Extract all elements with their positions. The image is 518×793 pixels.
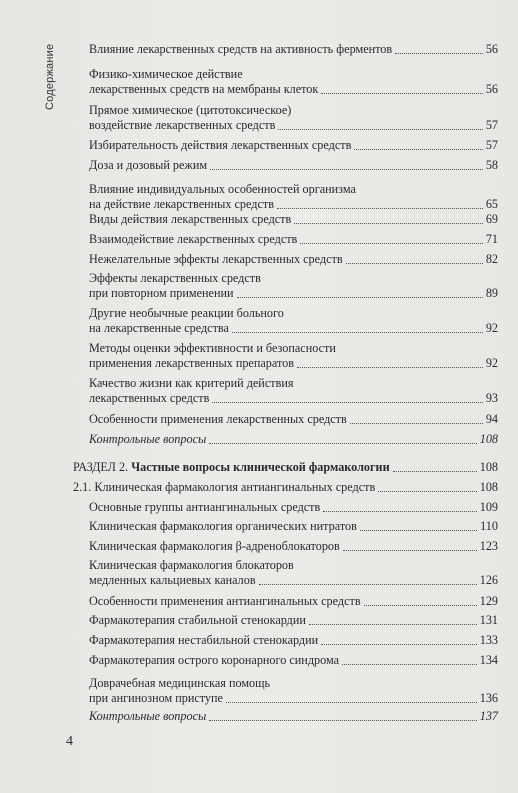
toc-entry [89, 67, 498, 97]
toc-page-number: 82 [485, 252, 498, 266]
toc-entry-row [89, 232, 498, 247]
toc-entry-title: применения лекарственных препаратов [89, 356, 294, 370]
toc-entry [89, 103, 498, 133]
toc-entry-row [89, 412, 498, 427]
toc-page-number: 137 [479, 709, 498, 723]
dot-leader [209, 443, 476, 444]
toc-entry-row [89, 573, 498, 588]
toc-entry [89, 158, 498, 173]
dot-leader [350, 423, 483, 424]
toc-entry [89, 412, 498, 427]
toc-entry-row [89, 519, 498, 534]
toc-entry-title: лекарственных средств [89, 391, 210, 405]
toc-page-number: 92 [485, 356, 498, 370]
toc-entry-title-line: Доврачебная медицинская помощь [89, 676, 271, 690]
toc-entry [73, 480, 498, 495]
toc-page-number: 56 [485, 42, 498, 56]
toc-page-number: 93 [485, 391, 498, 405]
toc-entry-row [89, 500, 498, 515]
toc-page-number: 58 [485, 158, 498, 172]
toc-entry-row [89, 691, 498, 706]
toc-entry [89, 633, 498, 648]
dot-leader [237, 297, 483, 298]
toc-entry-title: лекарственных средств на мембраны клеток [89, 82, 319, 96]
toc-entry-row [89, 613, 498, 628]
toc-entry [89, 676, 498, 706]
toc-entry [89, 558, 498, 588]
dot-leader [321, 644, 477, 645]
toc-entry-title: Особенности применения лекарственных средств [89, 412, 347, 426]
toc-page-number: 69 [485, 212, 498, 226]
toc-entry-title: медленных кальциевых каналов [89, 573, 256, 587]
toc-entry [89, 271, 498, 301]
toc-entry-title: Влияние лекарственных средств на активность ферментов [89, 42, 393, 56]
toc-entry-title-line: Прямое химическое (цитотоксическое) [89, 103, 292, 117]
toc-entry-title: Доза и дозовый режим [89, 158, 208, 172]
toc-page-number: 133 [479, 633, 498, 647]
toc-entry [89, 341, 498, 371]
toc-section-title: Частные вопросы клинической фармакологии [131, 460, 390, 474]
toc-entry-title: на действие лекарственных средств [89, 197, 274, 211]
toc-page-number: 108 [479, 432, 498, 446]
toc-entry [89, 709, 498, 724]
toc-entry-title: Контрольные вопросы [89, 432, 207, 446]
dot-leader [360, 530, 477, 531]
dot-leader [209, 720, 476, 721]
toc-entry-title: Особенности применения антиангинальных средств [89, 594, 361, 608]
toc-entry-title: при повторном применении [89, 286, 234, 300]
dot-leader [364, 605, 477, 606]
toc-page-number: 131 [479, 613, 498, 627]
toc-entry [89, 539, 498, 554]
toc-entry-title: Клиническая фармакология органических нитратов [89, 519, 357, 533]
toc-entry-title: Виды действия лекарственных средств [89, 212, 292, 226]
toc-entry-title: Нежелательные эффекты лекарственных средств [89, 252, 343, 266]
toc-entry-row [89, 653, 498, 668]
toc-entry-row [89, 633, 498, 648]
toc-page-number: 108 [479, 460, 498, 474]
toc-entry-row [89, 252, 498, 267]
toc-entry-row [89, 118, 498, 133]
toc-entry [89, 376, 498, 406]
toc-entry-title: Взаимодействие лекарственных средств [89, 232, 298, 246]
toc-entry-row [73, 460, 498, 475]
dot-leader [297, 367, 483, 368]
toc-entry-title: воздействие лекарственных средств [89, 118, 276, 132]
toc-entry-title-line: Физико-химическое действие [89, 67, 243, 81]
toc-entry [89, 212, 498, 227]
running-header-contents: Содержание [44, 44, 56, 111]
toc-entry-title: Избирательность действия лекарственных средств [89, 138, 352, 152]
toc-entry-row [89, 138, 498, 153]
dot-leader [342, 664, 477, 665]
toc-page-number: 126 [479, 573, 498, 587]
toc-entry-row [89, 594, 498, 609]
toc-page-number: 65 [485, 197, 498, 211]
toc-entry [89, 306, 498, 336]
toc-entry-row [89, 539, 498, 554]
dot-leader [294, 223, 483, 224]
toc-page-number: 94 [485, 412, 498, 426]
toc-entry-title: Основные группы антиангинальных средств [89, 500, 321, 514]
toc-entry [89, 594, 498, 609]
toc-entry-title: при ангинозном приступе [89, 691, 223, 705]
toc-entry [89, 138, 498, 153]
toc-page-number: 134 [479, 653, 498, 667]
toc-entry-row [89, 82, 498, 97]
toc-entry-title: Фармакотерапия стабильной стенокардии [89, 613, 306, 627]
toc-entry-title: РАЗДЕЛ 2. Частные вопросы клинической фармакологии [73, 460, 390, 474]
toc-entry [89, 500, 498, 515]
dot-leader [393, 471, 477, 472]
toc-page-number: 89 [485, 286, 498, 300]
toc-page-number: 136 [479, 691, 498, 705]
toc-page-number: 110 [480, 519, 498, 533]
toc-entry [89, 42, 498, 57]
dot-leader [232, 332, 483, 333]
toc-entry-title: Фармакотерапия нестабильной стенокардии [89, 633, 319, 647]
toc-page-number: 57 [485, 138, 498, 152]
toc-entry-row [89, 212, 498, 227]
toc-entry [89, 519, 498, 534]
dot-leader [343, 550, 477, 551]
toc-entry [89, 252, 498, 267]
toc-page-number: 108 [479, 480, 498, 494]
toc-entry-title: 2.1. Клиническая фармакология антиангинальных средств [73, 480, 376, 494]
toc-entry-title-line: Клиническая фармакология блокаторов [89, 558, 294, 572]
toc-entry [89, 182, 498, 212]
toc-entry [89, 613, 498, 628]
toc-entry-title: Фармакотерапия острого коронарного синдрома [89, 653, 340, 667]
dot-leader [226, 702, 477, 703]
toc-entry-row [89, 197, 498, 212]
toc-entry-row [89, 42, 498, 57]
dot-leader [395, 53, 483, 54]
toc-entry-row [89, 321, 498, 336]
dot-leader [309, 624, 477, 625]
dot-leader [321, 93, 483, 94]
toc-entry-title-line: Методы оценки эффективности и безопасности [89, 341, 336, 355]
toc-entry-row [89, 709, 498, 724]
dot-leader [278, 129, 482, 130]
toc-page-number: 92 [485, 321, 498, 335]
toc-entry-row [89, 158, 498, 173]
toc-page-number: 57 [485, 118, 498, 132]
toc-entry-title: на лекарственные средства [89, 321, 229, 335]
dot-leader [212, 402, 482, 403]
toc-entry-title-line: Другие необычные реакции больного [89, 306, 284, 320]
dot-leader [354, 149, 482, 150]
toc-entry-title-line: Эффекты лекарственных средств [89, 271, 261, 285]
toc-entry-title: Клиническая фармакология β-адреноблокаторов [89, 539, 340, 553]
dot-leader [323, 511, 476, 512]
toc-page-number: 71 [485, 232, 498, 246]
toc-entry-row [89, 432, 498, 447]
dot-leader [277, 208, 483, 209]
toc-entry-title-line: Влияние индивидуальных особенностей организма [89, 182, 356, 196]
toc-entry-row [89, 391, 498, 406]
toc-entry [73, 460, 498, 475]
toc-entry-row [73, 480, 498, 495]
toc-page-number: 123 [479, 539, 498, 553]
toc-page-number: 129 [479, 594, 498, 608]
toc-entry-row [89, 286, 498, 301]
dot-leader [210, 169, 483, 170]
toc-page-number: 56 [485, 82, 498, 96]
toc-entry-title: Контрольные вопросы [89, 709, 207, 723]
dot-leader [378, 491, 477, 492]
toc-entry [89, 653, 498, 668]
dot-leader [300, 243, 483, 244]
page-number: 4 [66, 734, 73, 749]
toc-entry-row [89, 356, 498, 371]
toc-page-number: 109 [479, 500, 498, 514]
toc-entry-title-line: Качество жизни как критерий действия [89, 376, 294, 390]
dot-leader [346, 263, 483, 264]
dot-leader [259, 584, 477, 585]
toc-entry [89, 432, 498, 447]
toc-entry [89, 232, 498, 247]
